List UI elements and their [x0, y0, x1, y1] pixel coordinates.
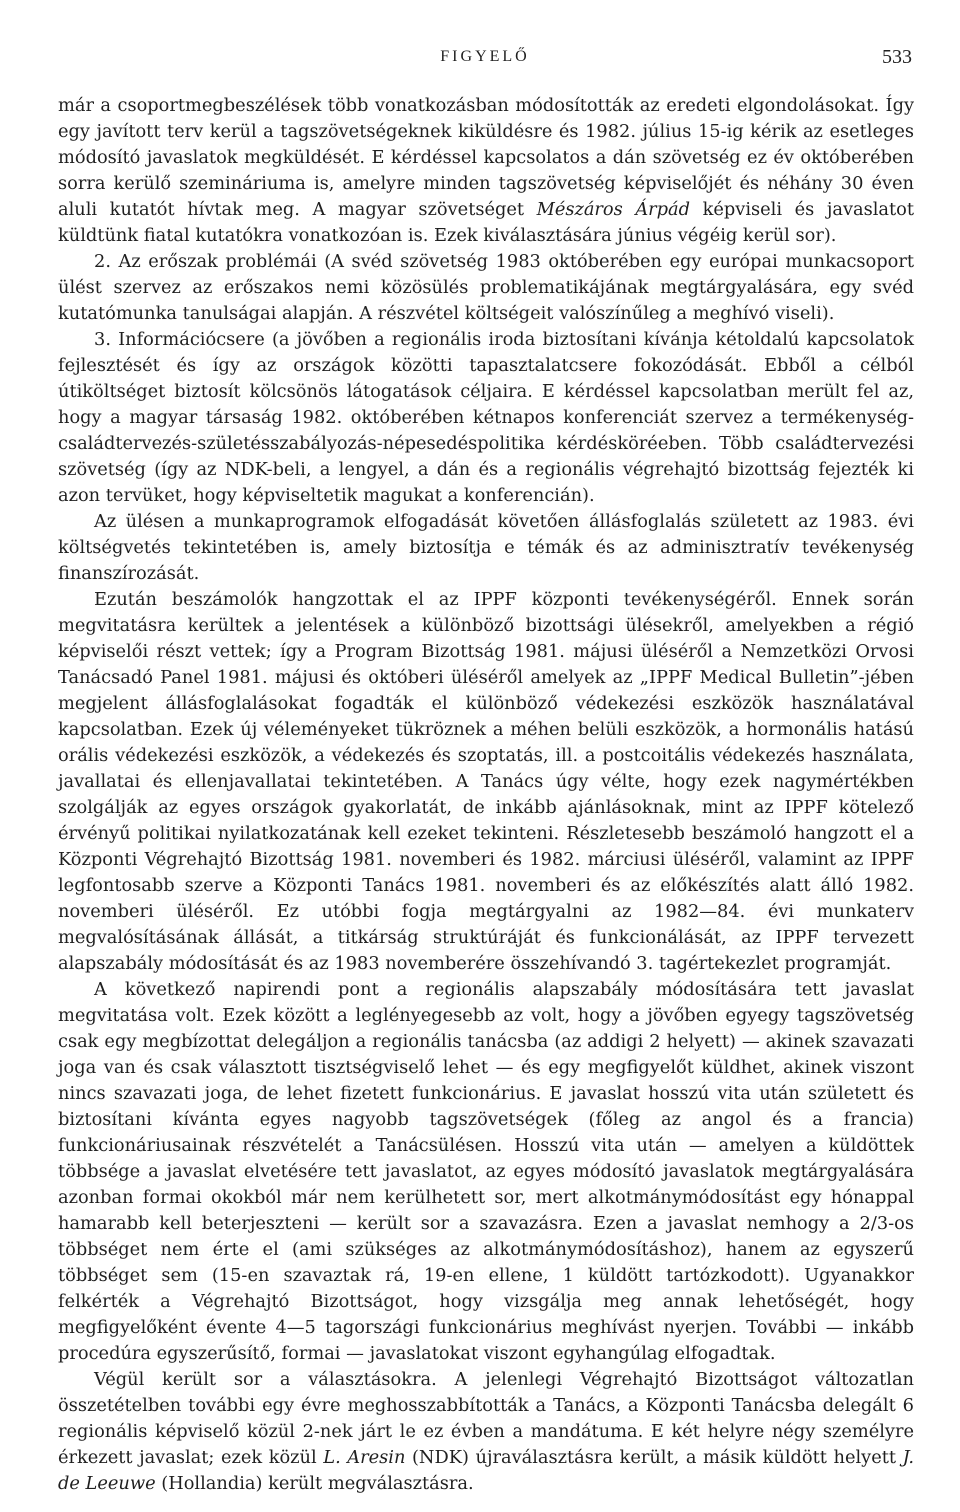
paragraph-item-2: [58, 249, 914, 327]
text-run: A következő napirendi pont a regionális alapszabály módosítására tett javaslat megvitatása volt. Ezek között a leglényegesebb az volt, hogy a jövőben egyegy tagszövetség csak egy megbízottat delegáljon a regionális tanácsba (az addigi 2 helyett) — akinek szavazati joga van és csak választott tisztségviselő lehet — és egy megfigyelőt küldhet, akinek viszont nincs szavazati joga, de lehet fizetett funkcionárius. E javaslat hosszú vita után született és biztosítani kívánta egyes nagyobb tagszövetségek (főleg az angol és a francia) funkcionáriusainak részvételét a Tanácsülésen. Hosszú vita után — amelyen a küldöttek többsége a javaslat elvetésére tett javaslatot, az egyes módosító javaslatok megtárgyalására azonban formai okokból már nem kerülhetett sor, mert alkotmánymódosítást egy hónappal hamarabb kell beterjeszteni — került sor a szavazásra. Ezen a javaslat nemhogy a 2/3-os többséget nem érte el (ami szükséges az alkotmánymódosításhoz), hanem az egyszerű többséget sem (15-en szavaztak rá, 19-en ellene, 1 küldött tartózkodott). Ugyanakkor felkérték a Végrehajtó Bizottságot, hogy vizsgálja meg annak lehetőségét, hogy megfigyelőként évente 4—5 tagországi funkcionárius meghívást nyerjen. További — inkább procedúra egyszerűsítő, formai — javaslatokat viszont egyhangúlag elfogadtak.: [58, 979, 914, 1364]
text-run: képviseli és javaslatot küldtünk fiatal kutatókra vonatkozóan is. Ezek kiválasztására június végéig kerül sor).: [58, 199, 914, 246]
person-name: L. Aresin: [323, 1447, 406, 1468]
page-header: [58, 44, 912, 72]
paragraph-elections: [58, 1367, 914, 1497]
person-name: Mészáros Árpád: [536, 199, 691, 220]
text-run: Végül került sor a választásokra. A jelenlegi Végrehajtó Bizottságot változatlan összetételben további egy évre meghosszabbították a Tanács, a Központi Tanácsba delegált 6 regionális képviselő közül 2-nek járt le ez évben a mandátuma. E két helyre négy személyre érkezett javaslat; ezek közül: [58, 1369, 914, 1468]
text-run: Az ülésen a munkaprogramok elfogadását követően állásfoglalás született az 1983. évi költségvetés tekintetében is, amely biztosítja e témák és az adminisztratív tevékenység finanszírozását.: [58, 511, 914, 584]
page-number: 533: [882, 46, 912, 68]
text-run: már a csoportmegbeszélések több vonatkozásban módosították az eredeti elgondolásokat. Így egy javított terv kerül a tagszövetségeknek kiküldésre és 1982. július 15-ig kérik az esetleges módosító javaslatok megküldését. E kérdéssel kapcsolatos a dán szövetség ez év októberében sorra kerülő szemináriuma is, amelyre minden tagszövetség képviselőjét és néhány 30 éven aluli kutatót hívtak meg. A magyar szövetséget: [58, 95, 914, 220]
text-run: 2. Az erőszak problémái (A svéd szövetség 1983 októberében egy európai munkacsoport ülést szervez az erőszakos nemi közösülés problematikájának megtárgyalására, egy svéd kutatómunka tanulságai alapján. A részvétel költségeit valószínűleg a meghívó viseli).: [58, 251, 914, 324]
text-run: Ezután beszámolók hangzottak el az IPPF központi tevékenységéről. Ennek során megvitatásra kerültek a jelentések a különböző bizottsági ülésekről, amelyekben a régió képviselői részt vettek; így a Program Bizottság 1981. májusi üléséről a Nemzetközi Orvosi Tanácsadó Panel 1981. májusi és októberi üléséről amelyek az „IPPF Medical Bulletin”-jében megjelent állásfoglalásokat fogadták el különböző védekezési eszközök használatával kapcsolatban. Ezek új véleményeket tükröznek a méhen belüli eszközök, a hormonális hatású orális védekezési eszközök, a védekezés és szoptatás, ill. a postcoitális védekezés használata, javallatai és ellenjavallatai tekintetében. A Tanács úgy vélte, hogy ezek nagymértékben szolgálják az egyes országok gyakorlatát, de inkább ajánlásoknak, mint az IPPF kötelező érvényű politikai nyilatkozatának kell ezeket tekinteni. Részletesebb beszámoló hangzott el a Központi Végrehajtó Bizottság 1981. novemberi és 1982. márciusi üléséről, valamint az IPPF legfontosabb szerve a Központi Tanács 1981. novemberi és az előkészítés alatt álló 1982. novemberi üléséről. Ez utóbbi fogja megtárgyalni az 1982—84. évi munkaterv megvalósításának állását, a titkárság struktúráját és funkcionálását, az IPPF tervezett alapszabály módosítását és az 1983 novemberére összehívandó 3. tagértekezlet programját.: [58, 589, 914, 974]
text-run: 3. Információcsere (a jövőben a regionális iroda biztosítani kívánja kétoldalú kapcsolatok fejlesztését és így az országok közötti tapasztalatcsere fokozódását. Ebből a célból útiköltséget biztosít kölcsönös látogatások céljaira. E kérdéssel kapcsolatban merült fel az, hogy a magyar társaság 1982. októberében kétnapos konferenciát szervez a termékenység-családtervezés-születésszabályozás-népesedéspolitika kérdésköréeben. Több családtervezési szövetség (így az NDK-beli, a lengyel, a dán és a regionális végrehajtó bizottság fejezték ki azon tervüket, hogy képviseltetik magukat a konferencián).: [58, 329, 914, 506]
paragraph-budget: [58, 509, 914, 587]
body-text: [58, 93, 914, 1497]
paragraph-statute: [58, 977, 914, 1367]
running-title: FIGYELŐ: [440, 48, 530, 65]
text-run: (NDK) újraválasztásra került, a másik küldött helyett: [405, 1447, 903, 1468]
text-run: (Hollandia) került megválasztásra.: [155, 1473, 474, 1494]
paragraph-continuation: [58, 93, 914, 249]
paragraph-reports: [58, 587, 914, 977]
person-name: J. de Leeuwe: [58, 1447, 914, 1494]
paragraph-item-3: [58, 327, 914, 509]
